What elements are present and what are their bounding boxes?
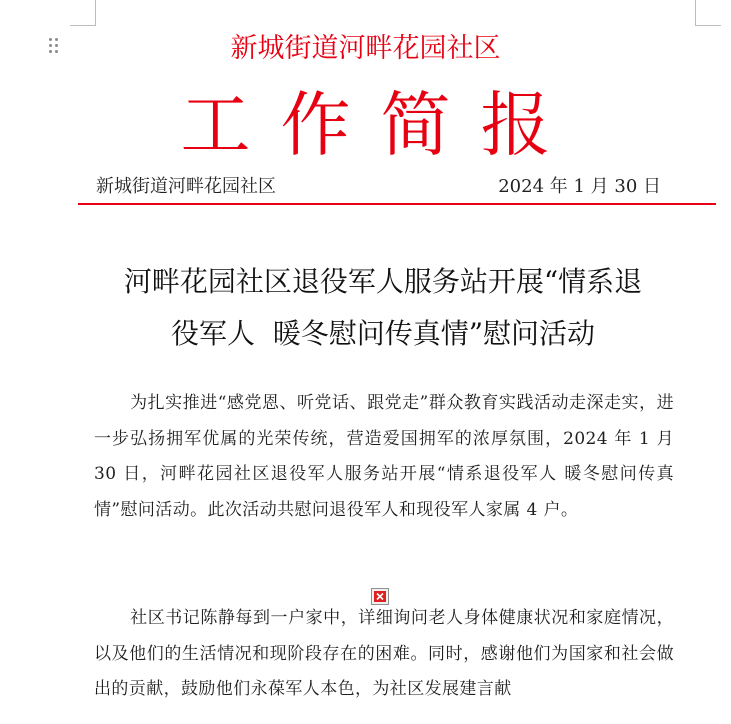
issue-date: 2024 年 1 月 30 日 [498, 176, 661, 197]
crop-mark-top-right-h [695, 25, 721, 26]
brief-title: 工作简报 [180, 84, 581, 166]
red-divider [78, 203, 716, 205]
paragraph-1-text: 为扎实推进“感党恩、听党话、跟党走”群众教育实践活动走深走实，进一步弘扬拥军优属的光荣传统，营造爱国拥军的浓厚氛围，2024 年 1 月 30 日，河畔花园社区退役军人服务站开展“情系退役军人 暖冬慰问传真情”慰问活动。此次活动共慰问退役军人和现役军人家属 4 户。 [94, 393, 674, 520]
paragraph-2 [94, 601, 674, 708]
article-title-line-1: 河畔花园社区退役军人服务站开展“情系退 [123, 265, 643, 298]
crop-mark-top-right-v [695, 0, 696, 26]
article-title [88, 256, 678, 360]
paragraph-1 [94, 386, 674, 528]
article-title-line-2: 役军人 暖冬慰问传真情”慰问活动 [170, 317, 596, 350]
issuer-label: 新城街道河畔花园社区 [96, 176, 276, 197]
crop-mark-top-left-v [95, 0, 96, 26]
paragraph-2-text: 社区书记陈静每到一户家中，详细询问老人身体健康状况和家庭情况，以及他们的生活情况和现阶段存在的困难。同时，感谢他们为国家和社会做出的贡献，鼓励他们永葆军人本色，为社区发展建言献 [94, 608, 674, 699]
crop-mark-top-left-h [70, 25, 96, 26]
organization-header: 新城街道河畔花园社区 [230, 33, 501, 64]
